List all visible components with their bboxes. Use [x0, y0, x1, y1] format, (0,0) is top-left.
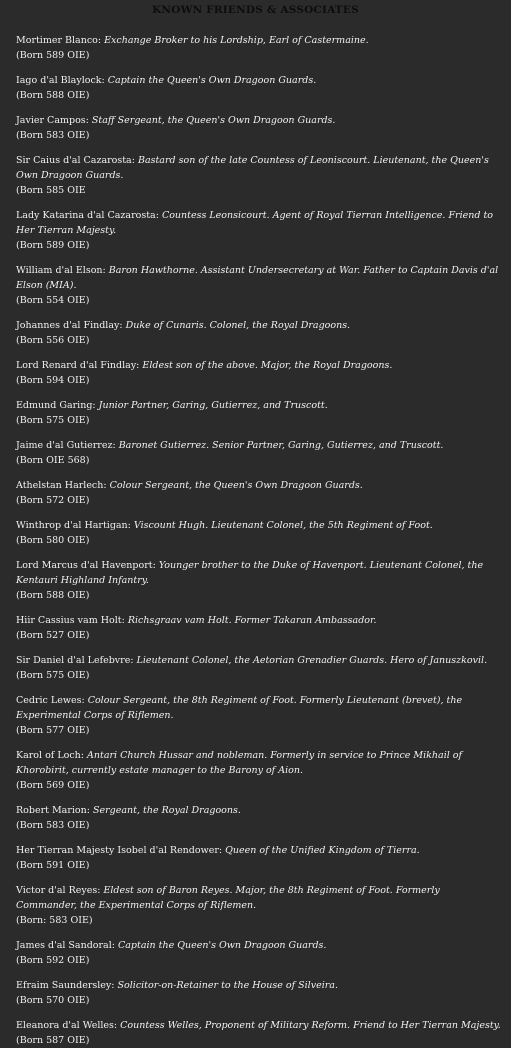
associate-entry — [16, 843, 501, 873]
associate-birth-year: (Born 588 OIE) — [16, 90, 90, 101]
associate-entry — [16, 318, 501, 348]
associate-description: Countess Leonsicourt. Agent of Royal Tierran Intelligence. Friend to Her Tierran Majesty. — [16, 210, 494, 236]
associate-description: Staff Sergeant, the Queen's Own Dragoon Guards. — [91, 115, 336, 126]
associate-description: Duke of Cunaris. Colonel, the Royal Dragoons. — [125, 320, 351, 331]
associate-description: Countess Welles, Proponent of Military Reform. Friend to Her Tierran Majesty. — [120, 1020, 501, 1031]
associate-name: Her Tierran Majesty Isobel d'al Rendower: — [16, 845, 223, 856]
associate-name: Winthrop d'al Hartigan: — [16, 520, 131, 531]
associate-description: Viscount Hugh. Lieutenant Colonel, the 5th Regiment of Foot. — [133, 520, 433, 531]
associate-name: Efraim Saundersley: — [16, 980, 115, 991]
associate-entry — [16, 518, 501, 548]
associate-description: Sergeant, the Royal Dragoons. — [93, 805, 241, 816]
associate-name: Javier Campos: — [16, 115, 89, 126]
associate-entry — [16, 938, 501, 968]
associate-name: Lady Katarina d'al Cazarosta: — [16, 210, 159, 221]
associate-name: Iago d'al Blaylock: — [16, 75, 105, 86]
associate-entry — [16, 693, 501, 738]
associate-birth-year: (Born 580 OIE) — [16, 535, 90, 546]
associate-description: Antari Church Hussar and nobleman. Formerly in service to Prince Mikhail of Khorobirit, currently estate manager to the Barony of Aion. — [16, 750, 463, 776]
associate-birth-year: (Born 575 OIE) — [16, 415, 90, 426]
associate-entry — [16, 613, 501, 643]
associate-description: Captain the Queen's Own Dragoon Guards. — [117, 940, 327, 951]
associate-entry — [16, 398, 501, 428]
associate-birth-year: (Born 588 OIE) — [16, 590, 90, 601]
associate-birth-year: (Born 583 OIE) — [16, 820, 90, 831]
associate-birth-year: (Born 585 OIE — [16, 185, 86, 196]
associate-entry — [16, 113, 501, 143]
associate-entry — [16, 1018, 501, 1048]
associate-name: Johannes d'al Findlay: — [16, 320, 123, 331]
associate-name: Athelstan Harlech: — [16, 480, 107, 491]
associate-description: Exchange Broker to his Lordship, Earl of Castermaine. — [104, 35, 369, 46]
page-heading: KNOWN FRIENDS & ASSOCIATES — [152, 4, 359, 16]
associate-birth-year: (Born 556 OIE) — [16, 335, 90, 346]
associate-description: Colour Sergeant, the Queen's Own Dragoon Guards. — [109, 480, 363, 491]
associate-name: Sir Caius d'al Cazarosta: — [16, 155, 135, 166]
associate-name: Lord Renard d'al Findlay: — [16, 360, 140, 371]
associate-birth-year: (Born 594 OIE) — [16, 375, 90, 386]
associates-list — [16, 33, 501, 1048]
associate-birth-year: (Born 569 OIE) — [16, 780, 90, 791]
associate-name: Victor d'al Reyes: — [16, 885, 101, 896]
associate-birth-year: (Born 577 OIE) — [16, 725, 90, 736]
associate-birth-year: (Born 589 OIE) — [16, 50, 90, 61]
associate-birth-year: (Born 554 OIE) — [16, 295, 90, 306]
associate-description: Solicitor-on-Retainer to the House of Silveira. — [117, 980, 338, 991]
associate-name: Cedric Lewes: — [16, 695, 85, 706]
associate-description: Younger brother to the Duke of Havenport. Lieutenant Colonel, the Kentauri Highland Infantry. — [16, 560, 484, 586]
associate-name: James d'al Sandoral: — [16, 940, 115, 951]
associate-name: Mortimer Blanco: — [16, 35, 102, 46]
associate-entry — [16, 748, 501, 793]
associate-description: Bastard son of the late Countess of Leoniscourt. Lieutenant, the Queen's Own Dragoon Guards. — [16, 155, 489, 181]
associate-description: Captain the Queen's Own Dragoon Guards. — [107, 75, 317, 86]
associate-entry — [16, 478, 501, 508]
associate-birth-year: (Born 591 OIE) — [16, 860, 90, 871]
associate-entry — [16, 263, 501, 308]
associate-entry — [16, 208, 501, 253]
associate-birth-year: (Born 527 OIE) — [16, 630, 90, 641]
associate-description: Lieutenant Colonel, the Aetorian Grenadier Guards. Hero of Januszkovil. — [136, 655, 488, 666]
associate-birth-year: (Born 575 OIE) — [16, 670, 90, 681]
associate-birth-year: (Born 587 OIE) — [16, 1035, 90, 1046]
associate-description: Colour Sergeant, the 8th Regiment of Foot. Formerly Lieutenant (brevet), the Experimental Corps of Riflemen. — [16, 695, 463, 721]
associate-birth-year: (Born 592 OIE) — [16, 955, 90, 966]
associate-description: Queen of the Unified Kingdom of Tierra. — [225, 845, 420, 856]
associate-entry — [16, 803, 501, 833]
associate-entry — [16, 558, 501, 603]
associate-name: Edmund Garing: — [16, 400, 96, 411]
associate-birth-year: (Born 570 OIE) — [16, 995, 90, 1006]
associate-name: Karol of Loch: — [16, 750, 85, 761]
associate-birth-year: (Born: 583 OIE) — [16, 915, 93, 926]
associate-description: Baronet Gutierrez. Senior Partner, Garing, Gutierrez, and Truscott. — [118, 440, 444, 451]
associate-description: Eldest son of the above. Major, the Royal Dragoons. — [142, 360, 393, 371]
associate-name: Lord Marcus d'al Havenport: — [16, 560, 156, 571]
associate-entry — [16, 978, 501, 1008]
associate-name: Jaime d'al Gutierrez: — [16, 440, 116, 451]
associate-entry — [16, 73, 501, 103]
associate-description: Richsgraav vam Holt. Former Takaran Ambassador. — [127, 615, 377, 626]
associate-birth-year: (Born 583 OIE) — [16, 130, 90, 141]
associate-name: Sir Daniel d'al Lefebvre: — [16, 655, 134, 666]
associate-birth-year: (Born OIE 568) — [16, 455, 90, 466]
associate-entry — [16, 153, 501, 198]
associate-entry — [16, 653, 501, 683]
associate-entry — [16, 438, 501, 468]
associate-birth-year: (Born 572 OIE) — [16, 495, 90, 506]
associate-description: Junior Partner, Garing, Gutierrez, and Truscott. — [98, 400, 328, 411]
associate-description: Baron Hawthorne. Assistant Undersecretary at War. Father to Captain Davis d'al Elson (MIA). — [16, 265, 499, 291]
associate-name: Robert Marion: — [16, 805, 90, 816]
associate-name: William d'al Elson: — [16, 265, 106, 276]
associate-entry — [16, 358, 501, 388]
associate-entry — [16, 33, 501, 63]
associate-name: Eleanora d'al Welles: — [16, 1020, 118, 1031]
associate-birth-year: (Born 589 OIE) — [16, 240, 90, 251]
associate-name: Hiir Cassius vam Holt: — [16, 615, 125, 626]
associate-entry — [16, 883, 501, 928]
associate-description: Eldest son of Baron Reyes. Major, the 8th Regiment of Foot. Formerly Commander, the Experimental Corps of Riflemen. — [16, 885, 440, 911]
